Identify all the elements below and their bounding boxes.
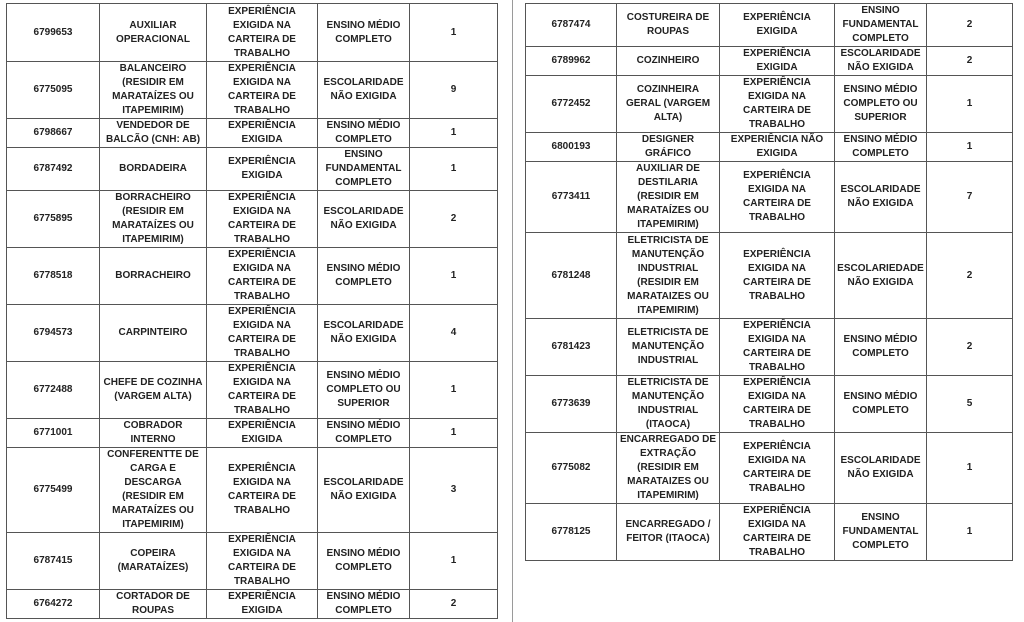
education-cell: ENSINO MÉDIO COMPLETO bbox=[318, 419, 410, 448]
education-cell: ENSINO MÉDIO COMPLETO OU SUPERIOR bbox=[318, 362, 410, 419]
education-cell: ENSINO MÉDIO COMPLETO bbox=[318, 590, 410, 619]
table-row bbox=[7, 419, 498, 448]
job-table-right bbox=[525, 3, 1013, 561]
vacancies-cell: 1 bbox=[410, 4, 498, 62]
code-cell: 6775095 bbox=[7, 62, 100, 119]
experience-cell: EXPERIÊNCIA EXIGIDA bbox=[720, 47, 835, 76]
table-row bbox=[526, 319, 1013, 376]
occupation-cell: BALANCEIRO (RESIDIR EM MARATAÍZES OU ITAPEMIRIM) bbox=[100, 62, 207, 119]
education-cell: ENSINO MÉDIO COMPLETO bbox=[318, 533, 410, 590]
education-cell: ENSINO FUNDAMENTAL COMPLETO bbox=[318, 148, 410, 191]
table-row bbox=[526, 433, 1013, 504]
experience-cell: EXPERIÊNCIA EXIGIDA bbox=[207, 148, 318, 191]
occupation-cell: AUXILIAR OPERACIONAL bbox=[100, 4, 207, 62]
vacancies-cell: 2 bbox=[410, 191, 498, 248]
code-cell: 6781248 bbox=[526, 233, 617, 319]
experience-cell: EXPERIÊNCIA EXIGIDA NA CARTEIRA DE TRABALHO bbox=[207, 448, 318, 533]
experience-cell: EXPERIÊNCIA EXIGIDA NA CARTEIRA DE TRABALHO bbox=[720, 233, 835, 319]
code-cell: 6775082 bbox=[526, 433, 617, 504]
table-row bbox=[526, 47, 1013, 76]
occupation-cell: COSTUREIRA DE ROUPAS bbox=[617, 4, 720, 47]
code-cell: 6773639 bbox=[526, 376, 617, 433]
table-row bbox=[7, 448, 498, 533]
experience-cell: EXPERIÊNCIA EXIGIDA bbox=[207, 419, 318, 448]
code-cell: 6772452 bbox=[526, 76, 617, 133]
code-cell: 6764272 bbox=[7, 590, 100, 619]
vacancies-cell: 1 bbox=[410, 362, 498, 419]
vacancies-cell: 1 bbox=[410, 533, 498, 590]
table-row bbox=[526, 233, 1013, 319]
vacancies-cell: 1 bbox=[927, 504, 1013, 561]
table-row bbox=[7, 191, 498, 248]
vacancies-cell: 1 bbox=[927, 133, 1013, 162]
table-row bbox=[526, 376, 1013, 433]
code-cell: 6775895 bbox=[7, 191, 100, 248]
occupation-cell: COZINHEIRO bbox=[617, 47, 720, 76]
experience-cell: EXPERIÊNCIA EXIGIDA NA CARTEIRA DE TRABALHO bbox=[720, 76, 835, 133]
code-cell: 6781423 bbox=[526, 319, 617, 376]
table-row bbox=[7, 4, 498, 62]
vacancies-cell: 7 bbox=[927, 162, 1013, 233]
table-row bbox=[526, 504, 1013, 561]
education-cell: ENSINO MÉDIO COMPLETO bbox=[835, 133, 927, 162]
occupation-cell: ELETRICISTA DE MANUTENÇÃO INDUSTRIAL bbox=[617, 319, 720, 376]
education-cell: ENSINO FUNDAMENTAL COMPLETO bbox=[835, 504, 927, 561]
vacancies-cell: 2 bbox=[410, 590, 498, 619]
education-cell: ESCOLARIDADE NÃO EXIGIDA bbox=[318, 448, 410, 533]
experience-cell: EXPERIÊNCIA EXIGIDA NA CARTEIRA DE TRABALHO bbox=[720, 433, 835, 504]
table-row bbox=[7, 148, 498, 191]
experience-cell: EXPERIÊNCIA EXIGIDA bbox=[207, 119, 318, 148]
code-cell: 6799653 bbox=[7, 4, 100, 62]
job-table-left bbox=[6, 3, 498, 619]
occupation-cell: CORTADOR DE ROUPAS bbox=[100, 590, 207, 619]
table-row bbox=[526, 133, 1013, 162]
code-cell: 6787415 bbox=[7, 533, 100, 590]
education-cell: ESCOLARIDADE NÃO EXIGIDA bbox=[318, 305, 410, 362]
occupation-cell: COZINHEIRA GERAL (VARGEM ALTA) bbox=[617, 76, 720, 133]
occupation-cell: BORRACHEIRO (RESIDIR EM MARATAÍZES OU ITAPEMIRIM) bbox=[100, 191, 207, 248]
table-row bbox=[7, 62, 498, 119]
code-cell: 6771001 bbox=[7, 419, 100, 448]
vacancies-cell: 2 bbox=[927, 233, 1013, 319]
vacancies-cell: 5 bbox=[927, 376, 1013, 433]
experience-cell: EXPERIÊNCIA EXIGIDA NA CARTEIRA DE TRABALHO bbox=[207, 533, 318, 590]
experience-cell: EXPERIÊNCIA EXIGIDA bbox=[207, 590, 318, 619]
occupation-cell: BORDADEIRA bbox=[100, 148, 207, 191]
education-cell: ENSINO MÉDIO COMPLETO bbox=[318, 119, 410, 148]
occupation-cell: COBRADOR INTERNO bbox=[100, 419, 207, 448]
experience-cell: EXPERIÊNCIA EXIGIDA NA CARTEIRA DE TRABALHO bbox=[720, 319, 835, 376]
occupation-cell: ENCARREGADO / FEITOR (ITAOCA) bbox=[617, 504, 720, 561]
education-cell: ENSINO MÉDIO COMPLETO bbox=[318, 4, 410, 62]
education-cell: ESCOLARIDADE NÃO EXIGIDA bbox=[835, 433, 927, 504]
vacancies-cell: 2 bbox=[927, 319, 1013, 376]
table-row bbox=[7, 590, 498, 619]
code-cell: 6775499 bbox=[7, 448, 100, 533]
experience-cell: EXPERIÊNCIA EXIGIDA NA CARTEIRA DE TRABALHO bbox=[720, 376, 835, 433]
occupation-cell: ENCARREGADO DE EXTRAÇÃO (RESIDIR EM MARATAIZES OU ITAPEMIRIM) bbox=[617, 433, 720, 504]
education-cell: ESCOLARIDADE NÃO EXIGIDA bbox=[318, 62, 410, 119]
occupation-cell: VENDEDOR DE BALCÃO (CNH: AB) bbox=[100, 119, 207, 148]
experience-cell: EXPERIÊNCIA EXIGIDA NA CARTEIRA DE TRABALHO bbox=[720, 162, 835, 233]
vacancies-cell: 1 bbox=[410, 148, 498, 191]
code-cell: 6772488 bbox=[7, 362, 100, 419]
experience-cell: EXPERIÊNCIA EXIGIDA NA CARTEIRA DE TRABALHO bbox=[207, 248, 318, 305]
vacancies-cell: 9 bbox=[410, 62, 498, 119]
code-cell: 6794573 bbox=[7, 305, 100, 362]
occupation-cell: CONFERENTTE DE CARGA E DESCARGA (RESIDIR EM MARATAÍZES OU ITAPEMIRIM) bbox=[100, 448, 207, 533]
occupation-cell: COPEIRA (MARATAÍZES) bbox=[100, 533, 207, 590]
occupation-cell: CHEFE DE COZINHA (VARGEM ALTA) bbox=[100, 362, 207, 419]
occupation-cell: ELETRICISTA DE MANUTENÇÃO INDUSTRIAL (RESIDIR EM MARATAIZES OU ITAPEMIRIM) bbox=[617, 233, 720, 319]
column-divider bbox=[512, 0, 513, 622]
vacancies-cell: 2 bbox=[927, 47, 1013, 76]
code-cell: 6773411 bbox=[526, 162, 617, 233]
experience-cell: EXPERIÊNCIA EXIGIDA NA CARTEIRA DE TRABALHO bbox=[207, 4, 318, 62]
code-cell: 6798667 bbox=[7, 119, 100, 148]
education-cell: ENSINO MÉDIO COMPLETO OU SUPERIOR bbox=[835, 76, 927, 133]
education-cell: ESCOLARIDADE NÃO EXIGIDA bbox=[835, 162, 927, 233]
code-cell: 6787492 bbox=[7, 148, 100, 191]
table-row bbox=[7, 248, 498, 305]
occupation-cell: DESIGNER GRÁFICO bbox=[617, 133, 720, 162]
table-row bbox=[526, 76, 1013, 133]
table-row bbox=[7, 119, 498, 148]
vacancies-cell: 1 bbox=[410, 248, 498, 305]
vacancies-cell: 2 bbox=[927, 4, 1013, 47]
code-cell: 6778125 bbox=[526, 504, 617, 561]
experience-cell: EXPERIÊNCIA EXIGIDA NA CARTEIRA DE TRABALHO bbox=[720, 504, 835, 561]
occupation-cell: CARPINTEIRO bbox=[100, 305, 207, 362]
education-cell: ESCOLARIDADE NÃO EXIGIDA bbox=[318, 191, 410, 248]
experience-cell: EXPERIÊNCIA EXIGIDA NA CARTEIRA DE TRABALHO bbox=[207, 62, 318, 119]
vacancies-cell: 1 bbox=[927, 433, 1013, 504]
education-cell: ENSINO MÉDIO COMPLETO bbox=[318, 248, 410, 305]
code-cell: 6778518 bbox=[7, 248, 100, 305]
vacancies-cell: 1 bbox=[927, 76, 1013, 133]
experience-cell: EXPERIÊNCIA EXIGIDA NA CARTEIRA DE TRABALHO bbox=[207, 191, 318, 248]
vacancies-cell: 4 bbox=[410, 305, 498, 362]
experience-cell: EXPERIÊNCIA EXIGIDA NA CARTEIRA DE TRABALHO bbox=[207, 362, 318, 419]
occupation-cell: BORRACHEIRO bbox=[100, 248, 207, 305]
education-cell: ENSINO MÉDIO COMPLETO bbox=[835, 319, 927, 376]
experience-cell: EXPERIÊNCIA NÃO EXIGIDA bbox=[720, 133, 835, 162]
code-cell: 6787474 bbox=[526, 4, 617, 47]
education-cell: ESCOLARIDADE NÃO EXIGIDA bbox=[835, 47, 927, 76]
occupation-cell: ELETRICISTA DE MANUTENÇÃO INDUSTRIAL (ITAOCA) bbox=[617, 376, 720, 433]
table-row bbox=[7, 533, 498, 590]
education-cell: ENSINO FUNDAMENTAL COMPLETO bbox=[835, 4, 927, 47]
education-cell: ESCOLARIEDADE NÃO EXIGIDA bbox=[835, 233, 927, 319]
occupation-cell: AUXILIAR DE DESTILARIA (RESIDIR EM MARATAÍZES OU ITAPEMIRIM) bbox=[617, 162, 720, 233]
vacancies-cell: 3 bbox=[410, 448, 498, 533]
code-cell: 6800193 bbox=[526, 133, 617, 162]
experience-cell: EXPERIÊNCIA EXIGIDA bbox=[720, 4, 835, 47]
table-row bbox=[526, 162, 1013, 233]
vacancies-cell: 1 bbox=[410, 419, 498, 448]
experience-cell: EXPERIÊNCIA EXIGIDA NA CARTEIRA DE TRABALHO bbox=[207, 305, 318, 362]
table-row bbox=[7, 305, 498, 362]
table-row bbox=[7, 362, 498, 419]
table-row bbox=[526, 4, 1013, 47]
code-cell: 6789962 bbox=[526, 47, 617, 76]
education-cell: ENSINO MÉDIO COMPLETO bbox=[835, 376, 927, 433]
vacancies-cell: 1 bbox=[410, 119, 498, 148]
